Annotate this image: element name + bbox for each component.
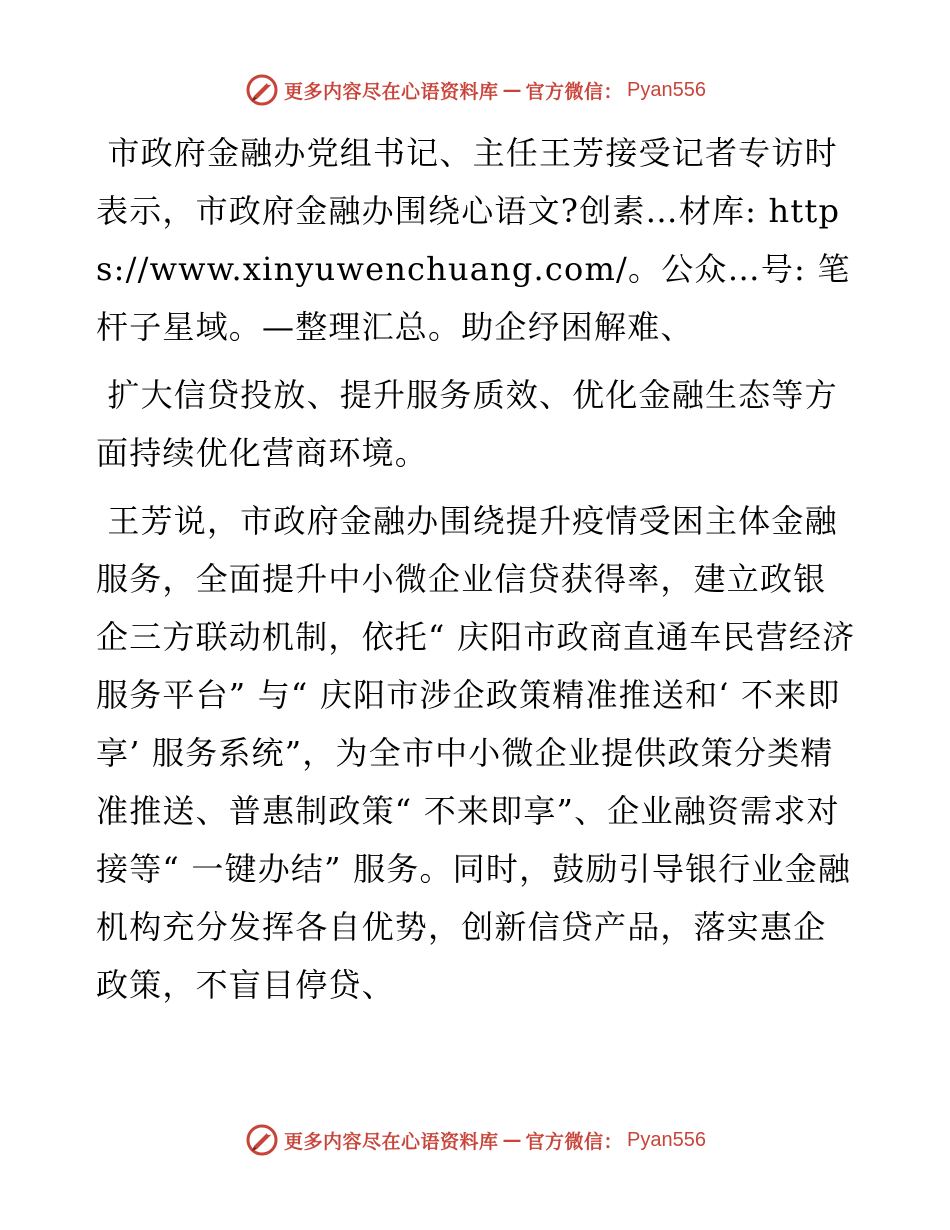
banner-wechat-label: 官方微信：	[525, 80, 624, 103]
banner-wechat-id: Pyan556	[627, 1128, 706, 1151]
footer-banner	[0, 1120, 950, 1160]
paragraph-3: 王芳说，市政府金融办围绕提升疫情受困主体金融服务，全面提升中小微企业信贷获得率，建立政银企三方联动机制，依托“ 庆阳市政商直通车民营经济服务平台” 与“ 庆阳市涉企政策精准推送和‘ 不来即享’ 服务系统”，为全市中小微企业提供政策分类精准推送、普惠制政策“ 不来即享”、企业融资需求对接等“ 一键办结” 服务。同时，鼓励引导银行业金融机构充分发挥各自优势，创新信贷产品，落实惠企政策，不盲目停贷、	[96, 502, 856, 1004]
header-banner	[0, 70, 950, 110]
paragraph-1: 市政府金融办党组书记、主任王芳接受记者专访时表示，市政府金融办围绕心语文?创素…材库: https://www.xinyuwenchuang.com/。公众…号: 笔杆子星域。—整理汇总。助企纾困解难、	[96, 134, 851, 346]
pen-logo-icon	[244, 72, 280, 108]
paragraph-2: 扩大信贷投放、提升服务质效、优化金融生态等方面持续优化营商环境。	[96, 376, 838, 472]
banner-separator: —	[502, 1129, 522, 1151]
banner-separator: —	[502, 79, 522, 101]
banner-slogan: 更多内容尽在心语资料库	[284, 1130, 499, 1153]
banner-wechat-label: 官方微信：	[525, 1130, 624, 1153]
banner-slogan: 更多内容尽在心语资料库	[284, 80, 499, 103]
pen-logo-icon	[244, 1122, 280, 1158]
banner-wechat-id: Pyan556	[627, 78, 706, 101]
document-body	[96, 124, 856, 1024]
